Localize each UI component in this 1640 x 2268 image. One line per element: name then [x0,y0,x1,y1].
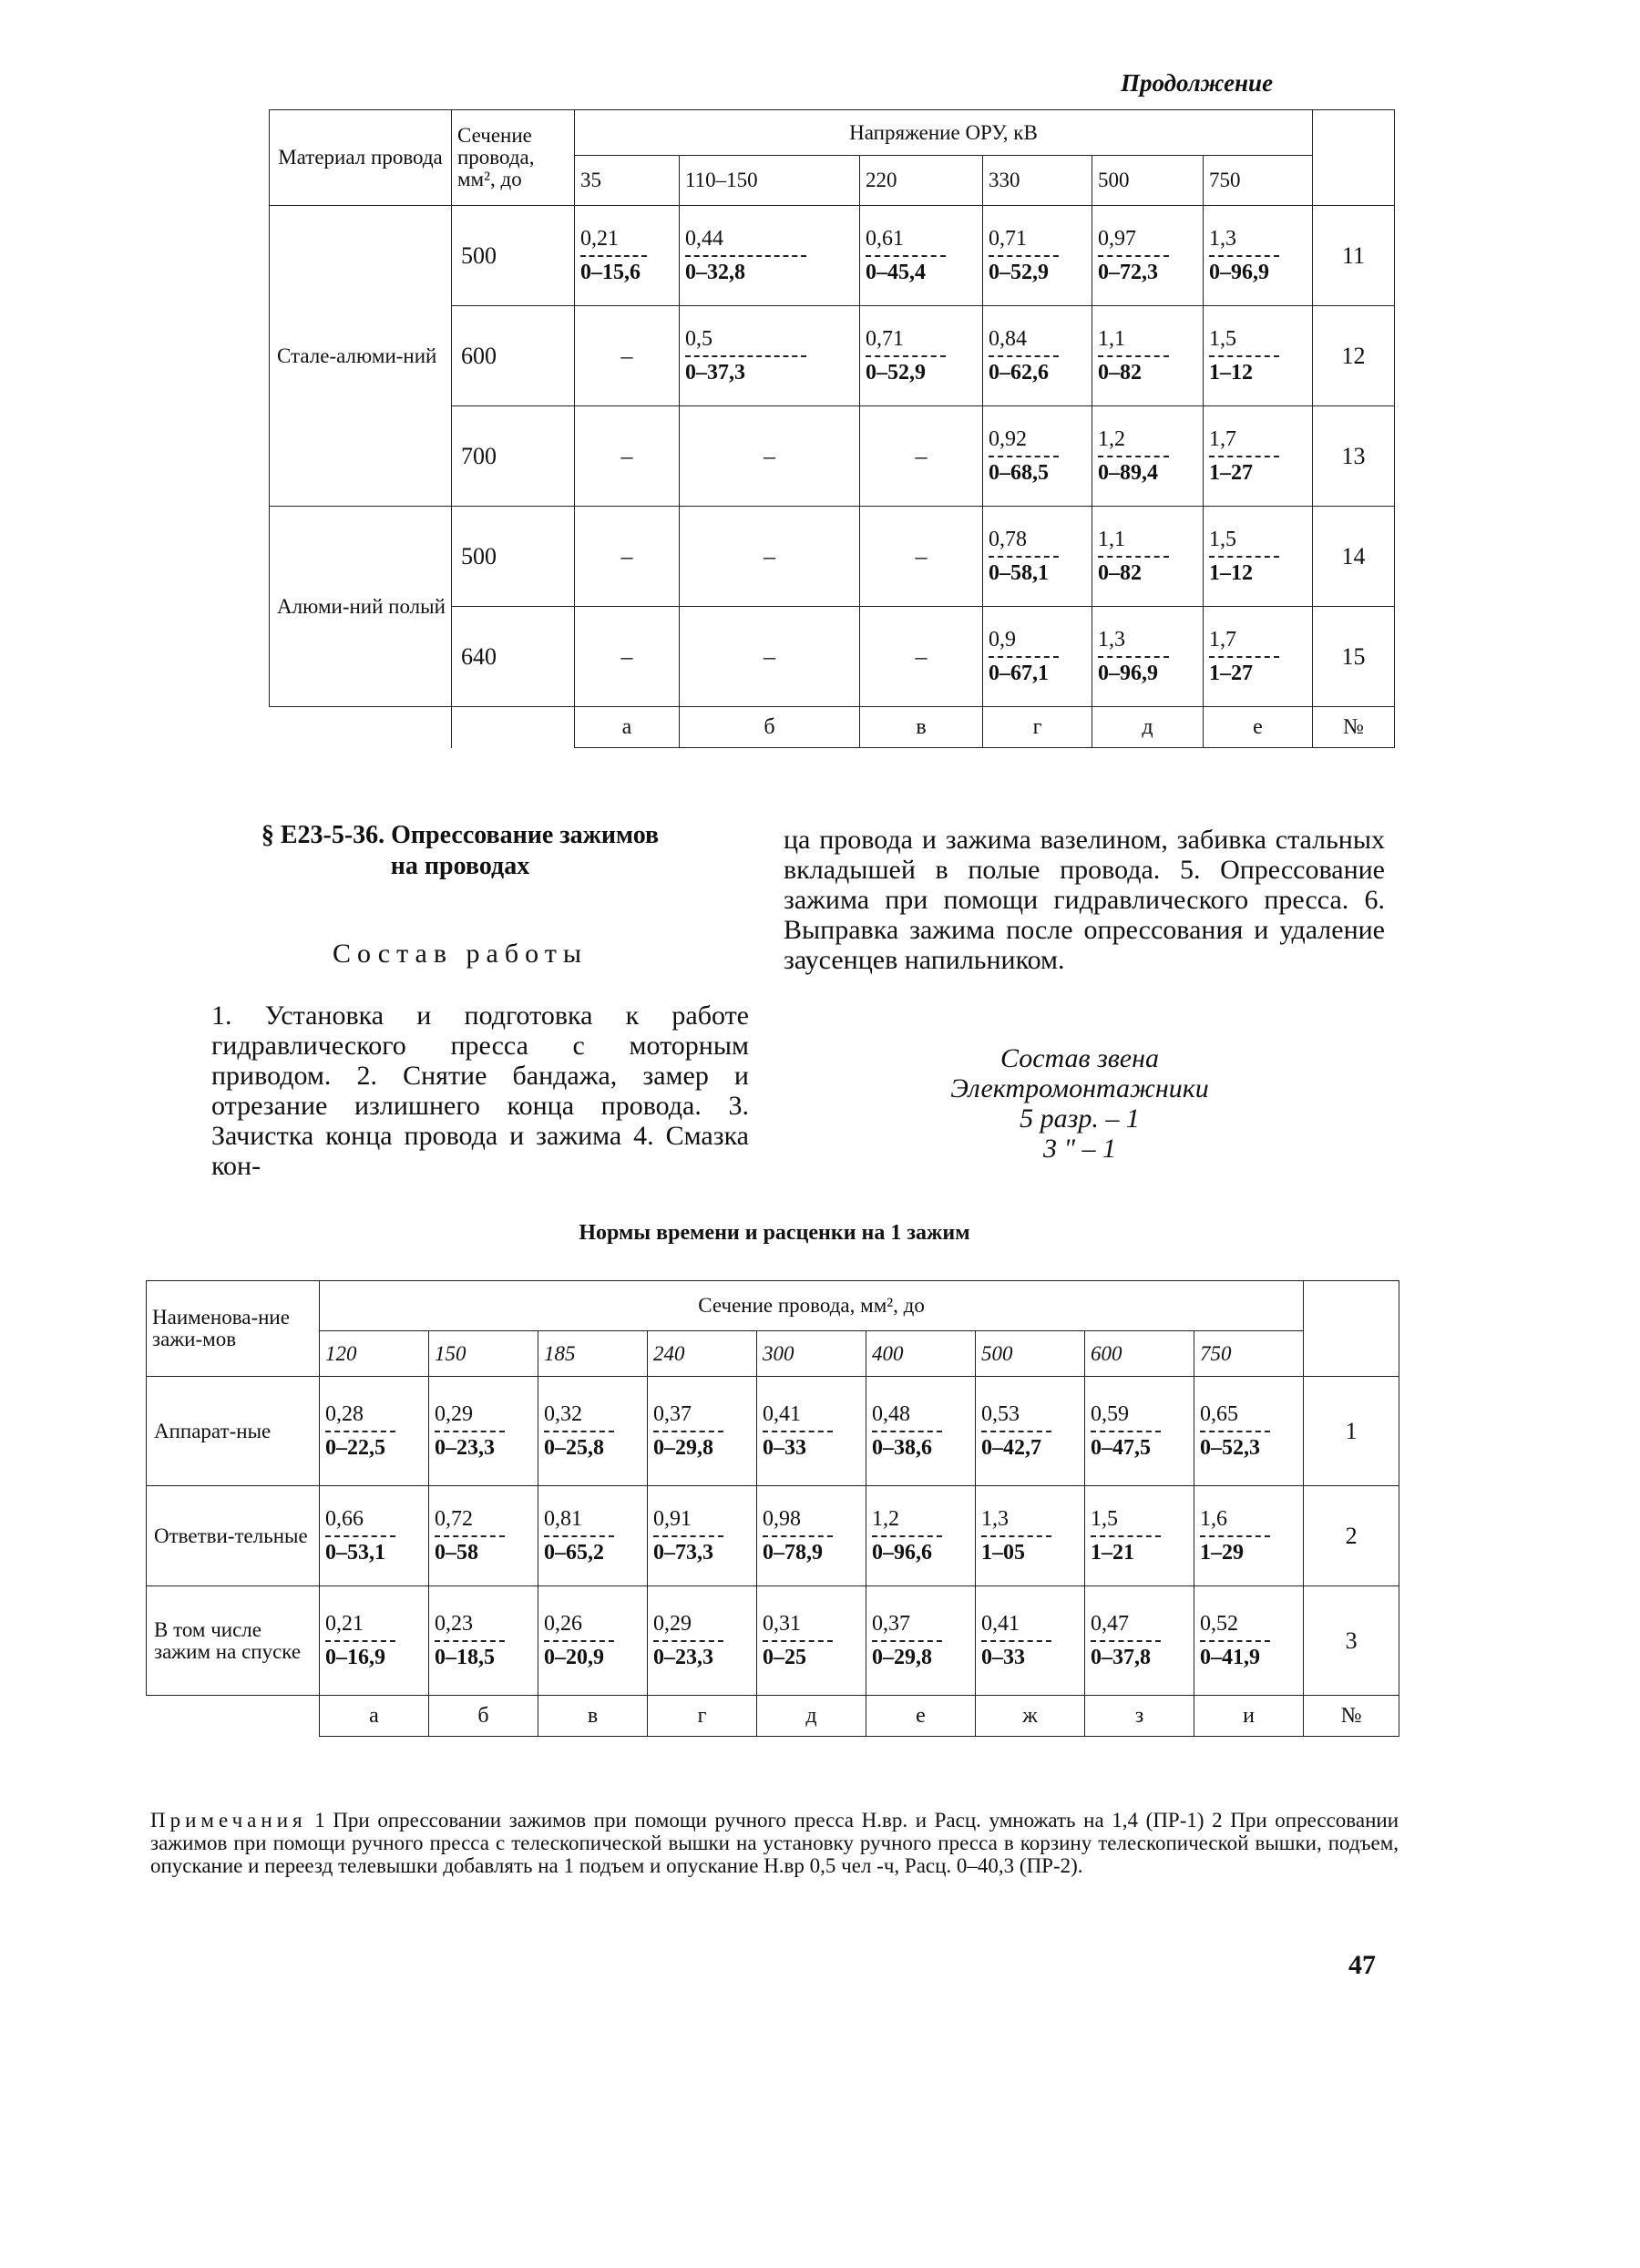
column-letter: з [1085,1696,1194,1737]
norm-cell: 0,21 0–16,9 [320,1586,429,1696]
norm-cell: 1,6 1–29 [1194,1486,1304,1586]
section-cell: 640 [452,607,575,707]
norm-cell: 0,97 0–72,3 [1092,206,1204,306]
norm-cell: 0,23 0–18,5 [429,1586,538,1696]
size-col: 240 [648,1331,757,1377]
table-row [270,507,1395,607]
size-col: 500 [976,1331,1085,1377]
no-label: № [1304,1696,1399,1737]
norm-cell: 0,84 0–62,6 [983,306,1092,406]
material-cell: Алюми-ний полый [270,507,452,707]
row-number: 12 [1313,306,1395,406]
voltage-col: 750 [1204,156,1313,206]
column-letter: б [680,707,860,748]
norm-cell: 0,31 0–25 [757,1586,866,1696]
norm-cell: 0,37 0–29,8 [648,1377,757,1486]
column-letters-row [147,1696,1399,1737]
material-cell: Стале-алюми-ний [270,206,452,507]
empty-cell: – [860,507,983,607]
notes-text: 1 При опрессовании зажимов при помощи ручного пресса Н.вр. и Расц. умножать на 1,4 (ПР-1) 2 При опрессовании зажимов при помощи ручного пресса с телескопической вышки на установку ручного пресса в корзину телескопической вышки, подъем, опускание и переезд телевышки добавлять на 1 подъем и опускание Н.вр 0,5 чел -ч, Расц. 0–40,3 (ПР-2). [150,1809,1399,1877]
column-letter: а [575,707,680,748]
row-number: 13 [1313,406,1395,507]
section-header: Сечение провода, мм², до [320,1281,1304,1331]
column-letter: г [648,1696,757,1737]
norm-cell: 0,41 0–33 [757,1377,866,1486]
norm-cell: 1,5 1–21 [1085,1486,1194,1586]
empty-cell: – [680,607,860,707]
empty-cell: – [680,507,860,607]
continuation-label: Продолжение [1121,69,1274,97]
norm-cell: 0,21 0–15,6 [575,206,680,306]
size-col: 600 [1085,1331,1194,1377]
norm-cell: 1,7 1–27 [1204,607,1313,707]
norm-cell: 0,47 0–37,8 [1085,1586,1194,1696]
voltage-col: 500 [1092,156,1204,206]
no-header-cell [1313,110,1395,206]
column-letter: и [1194,1696,1304,1737]
norm-cell: 1,2 0–89,4 [1092,406,1204,507]
norm-cell: 0,91 0–73,3 [648,1486,757,1586]
voltage-col: 110–150 [680,156,860,206]
voltage-header: Напряжение ОРУ, кВ [575,110,1313,156]
empty-cell: – [575,406,680,507]
norm-cell: 1,3 0–96,9 [1204,206,1313,306]
norm-cell: 0,32 0–25,8 [538,1377,648,1486]
norm-cell: 0,71 0–52,9 [983,206,1092,306]
column-letter: ж [976,1696,1085,1737]
column-letter: г [983,707,1092,748]
empty-cell: – [680,406,860,507]
norm-cell: 0,78 0–58,1 [983,507,1092,607]
norm-cell: 0,52 0–41,9 [1194,1586,1304,1696]
column-letter: а [320,1696,429,1737]
norm-cell: 0,41 0–33 [976,1586,1085,1696]
no-label: № [1313,707,1395,748]
norm-cell: 1,5 1–12 [1204,507,1313,607]
size-col: 150 [429,1331,538,1377]
work-text-left: 1. Установка и подготовка к работе гидравлического пресса с моторным приводом. 2. Снятие бандажа, замер и отрезание излишнего конца провода. 3. Зачистка конца провода и зажима 4. Смазка кон- [211,1001,749,1181]
norm-cell: 0,48 0–38,6 [866,1377,976,1486]
norm-cell: 0,26 0–20,9 [538,1586,648,1696]
table-row [147,1586,1399,1696]
notes-label: Примечания [150,1809,307,1832]
norm-cell: 1,7 1–27 [1204,406,1313,507]
size-col: 185 [538,1331,648,1377]
size-col: 750 [1194,1331,1304,1377]
column-letter: в [538,1696,648,1737]
section-cell: 700 [452,406,575,507]
row-number: 1 [1304,1377,1399,1486]
section-cell: 500 [452,206,575,306]
section-cell: 500 [452,507,575,607]
column-letter: б [429,1696,538,1737]
page-number: 47 [1348,1950,1376,1980]
norm-cell: 0,53 0–42,7 [976,1377,1085,1486]
table-row [270,206,1395,306]
column-letter: д [1092,707,1204,748]
section-cell: 600 [452,306,575,406]
section-title: § Е23-5-36. Опрессование зажимов на проводах [261,821,660,880]
norm-cell: 0,71 0–52,9 [860,306,983,406]
empty-cell: – [860,406,983,507]
size-col: 400 [866,1331,976,1377]
row-number: 15 [1313,607,1395,707]
voltage-col: 220 [860,156,983,206]
column-letter: д [757,1696,866,1737]
crew-composition: Состав звена Электромонтажники 5 разр. – 1 3 " – 1 [950,1043,1209,1164]
norm-cell: 0,61 0–45,4 [860,206,983,306]
norm-cell: 1,1 0–82 [1092,306,1204,406]
work-composition-title: Состав работы [333,939,588,969]
column-letter: е [866,1696,976,1737]
row-number: 2 [1304,1486,1399,1586]
norm-cell: 0,9 0–67,1 [983,607,1092,707]
row-number: 11 [1313,206,1395,306]
column-letter: е [1204,707,1313,748]
norm-cell: 0,37 0–29,8 [866,1586,976,1696]
top-norms-table [269,109,1395,748]
table-row [147,1377,1399,1486]
table-row [147,1486,1399,1586]
column-letter: в [860,707,983,748]
clamp-name: Ответви-тельные [147,1486,320,1586]
norm-cell: 0,29 0–23,3 [648,1586,757,1696]
norm-cell: 0,5 0–37,3 [680,306,860,406]
section-header: Сечение провода, мм², до [452,110,575,206]
voltage-col: 330 [983,156,1092,206]
norm-cell: 0,28 0–22,5 [320,1377,429,1486]
no-header-cell [1304,1281,1399,1377]
norm-cell: 1,2 0–96,6 [866,1486,976,1586]
norm-cell: 0,65 0–52,3 [1194,1377,1304,1486]
material-header: Материал провода [270,110,452,206]
norm-cell: 0,59 0–47,5 [1085,1377,1194,1486]
norm-cell: 0,29 0–23,3 [429,1377,538,1486]
voltage-col: 35 [575,156,680,206]
norm-cell: 1,3 1–05 [976,1486,1085,1586]
norm-cell: 0,98 0–78,9 [757,1486,866,1586]
norm-cell: 1,5 1–12 [1204,306,1313,406]
work-text-right: ца провода и зажима вазелином, забивка стальных вкладышей в полые провода. 5. Опрессование зажима при помощи гидравлического пресса. 6. Выправка зажима после опрессования и удаление заусенцев напильником. [784,825,1385,975]
norm-cell: 0,81 0–65,2 [538,1486,648,1586]
empty-cell: – [575,607,680,707]
norms-table-title: Нормы времени и расценки на 1 зажим [579,1221,970,1245]
empty-cell: – [860,607,983,707]
clamp-norms-table [146,1280,1399,1737]
norm-cell: 1,1 0–82 [1092,507,1204,607]
norm-cell: 0,72 0–58 [429,1486,538,1586]
clamp-name-header: Наименова-ние зажи-мов [147,1281,320,1377]
norm-cell: 0,44 0–32,8 [680,206,860,306]
size-col: 300 [757,1331,866,1377]
size-col: 120 [320,1331,429,1377]
row-number: 3 [1304,1586,1399,1696]
norm-cell: 0,66 0–53,1 [320,1486,429,1586]
clamp-name: В том числе зажим на спуске [147,1586,320,1696]
notes [150,1809,1399,1877]
norm-cell: 0,92 0–68,5 [983,406,1092,507]
column-letters-row [270,707,1395,748]
row-number: 14 [1313,507,1395,607]
norm-cell: 1,3 0–96,9 [1092,607,1204,707]
empty-cell: – [575,507,680,607]
clamp-name: Аппарат-ные [147,1377,320,1486]
empty-cell: – [575,306,680,406]
